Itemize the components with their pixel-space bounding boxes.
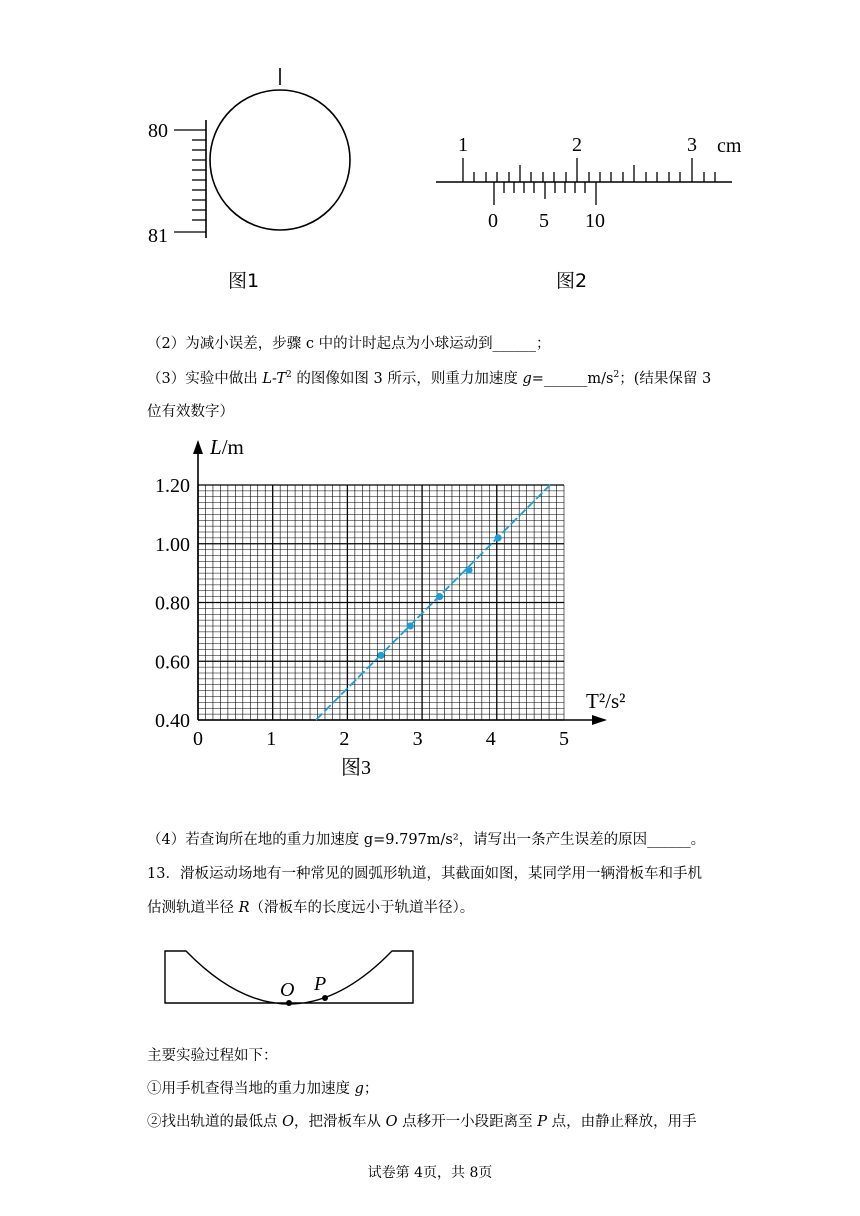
y-tick-label: 0.80 xyxy=(155,592,190,615)
data-point-3 xyxy=(436,593,443,600)
data-point-1 xyxy=(377,652,384,659)
x-tick-label: 2 xyxy=(339,728,350,750)
data-point-2 xyxy=(407,622,414,629)
process-title: 主要实验过程如下： xyxy=(147,1048,278,1064)
chart-axes xyxy=(193,440,607,725)
fig2-main-label-1: 1 xyxy=(458,134,468,156)
fig2-main-label-2: 2 xyxy=(572,134,582,156)
y-tick-label: 1.20 xyxy=(155,475,190,497)
q12-part4: （4）若查询所在地的重力加速度 g=9.797m/s²，请写出一条产生误差的原因______。 xyxy=(147,832,706,848)
y-tick-label: 1.00 xyxy=(155,533,190,556)
fig1-label-81: 81 xyxy=(148,225,168,247)
x-tick-label: 0 xyxy=(193,728,203,750)
label-p: P xyxy=(314,973,327,995)
data-point-4 xyxy=(465,567,472,574)
figure-3-chart xyxy=(140,430,660,790)
fig2-vernier-label-0: 0 xyxy=(488,210,498,232)
fig2-main-label-3: 3 xyxy=(687,134,697,156)
y-axis-label: L/m xyxy=(210,435,244,459)
q12-part3-line2: 位有效数字） xyxy=(147,404,234,420)
y-tick-label: 0.40 xyxy=(155,710,190,732)
chart-grid xyxy=(198,485,564,720)
y-tick-label: 0.60 xyxy=(155,651,190,674)
figure-2-caption: 图2 xyxy=(556,270,588,292)
q13-line2: 估测轨道半径 R（滑板车的长度远小于轨道半径）。 xyxy=(147,900,475,916)
step-1: ①用手机查得当地的重力加速度 g； xyxy=(147,1081,379,1097)
data-point-5 xyxy=(495,534,502,541)
y-axis-arrow xyxy=(193,440,203,454)
fig2-vernier-label-5: 5 xyxy=(539,210,549,232)
label-o: O xyxy=(280,979,295,1001)
point-p-marker xyxy=(322,995,328,1001)
chart-labels xyxy=(155,435,625,779)
figure-1-diagram xyxy=(140,60,370,250)
x-tick-label: 1 xyxy=(266,728,277,750)
x-tick-label: 4 xyxy=(485,728,496,750)
q12-part2: （2）为减小误差，步骤 c 中的计时起点为小球运动到______； xyxy=(147,336,551,352)
track-diagram xyxy=(160,945,420,1015)
x-axis-label: T²/s² xyxy=(586,689,626,713)
figure-1-caption: 图1 xyxy=(228,270,260,292)
x-axis-arrow xyxy=(592,715,607,725)
x-tick-label: 5 xyxy=(559,728,569,750)
fig2-unit-label: cm xyxy=(717,135,742,157)
q12-part3-line1: （3）实验中做出 $L-T^2$ 的图像如图 3 所示，则重力加速度 $g=\_\_\_\_\_\_m/s^2$；(结果保留 3 xyxy=(147,370,712,387)
q13-line1: 13．滑板运动场地有一种常见的圆弧形轨道，其截面如图，某同学用一辆滑板车和手机 xyxy=(147,866,702,882)
figure-2-diagram xyxy=(430,125,750,235)
step-2: ②找出轨道的最低点 O，把滑板车从 O 点移开一小段距离至 P 点，由静止释放，用手 xyxy=(147,1114,697,1130)
page-footer: 试卷第 4页，共 8页 xyxy=(367,1165,493,1181)
fig2-vernier-label-10: 10 xyxy=(585,210,605,232)
x-tick-label: 3 xyxy=(412,728,423,750)
fig1-label-80: 80 xyxy=(148,120,168,142)
chart-title: 图3 xyxy=(341,757,371,779)
